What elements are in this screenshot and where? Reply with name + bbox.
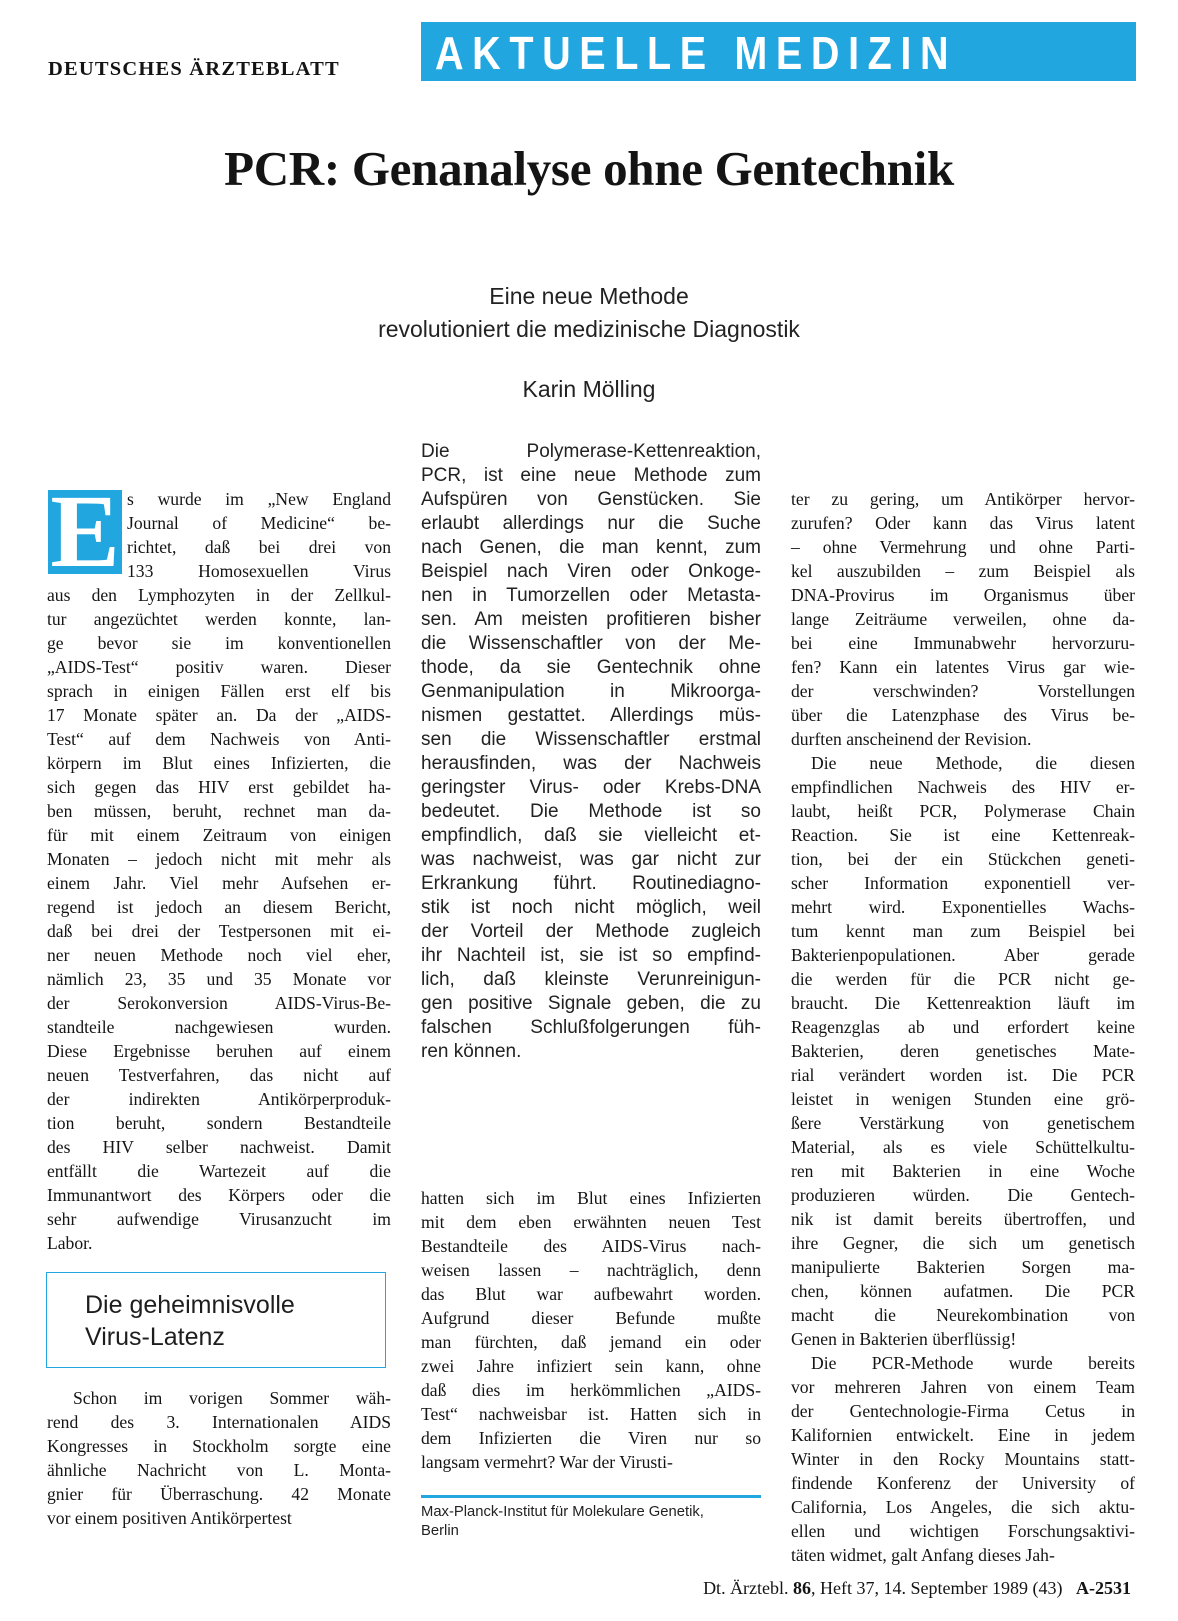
text-line: Bakterien, deren genetisches Mate- (791, 1041, 1135, 1061)
article-title: PCR: Genanalyse ohne Gentechnik (224, 141, 954, 196)
footer-page-number: A-2531 (1076, 1578, 1131, 1598)
text-line: ren mit Bakterien in eine Woche (791, 1161, 1135, 1181)
affiliation-line: Berlin (421, 1523, 459, 1539)
text-line: fen? Kann ein latentes Virus gar wie- (791, 657, 1135, 677)
text-line: sehr aufwendige Virusanzucht im (47, 1209, 391, 1229)
text-line: kel auszubilden – zum Beispiel als (791, 561, 1135, 581)
affiliation-line: Max-Planck-Institut für Molekulare Genetik, (421, 1504, 704, 1520)
text-line: ßere Verstärkung von genetischem (791, 1113, 1135, 1133)
text-line: DNA-Provirus im Organismus über (791, 585, 1135, 605)
text-line: Genmanipulation in Mikroorga- (421, 681, 761, 702)
text-line: 133 Homosexuellen Virus (127, 561, 391, 581)
text-line: Reaction. Sie ist eine Kettenreak- (791, 825, 1135, 845)
text-line: macht die Neurekombination von (791, 1305, 1135, 1325)
text-line: stik ist noch nicht möglich, weil (421, 897, 761, 918)
text-line: der Vorteil der Methode zugleich (421, 921, 761, 942)
text-line: Journal of Medicine“ be- (127, 513, 391, 533)
text-line: Test“ nachweisbar ist. Hatten sich in (421, 1404, 761, 1424)
text-line: geringster Virus- oder Krebs-DNA (421, 777, 761, 798)
text-line: nämlich 23, 35 und 35 Monate vor (47, 969, 391, 989)
text-line: ben müssen, beruht, rechnet man da- (47, 801, 391, 821)
text-line: bedeutet. Die Methode ist so (421, 801, 761, 822)
text-line: daß dies im herkömmlichen „AIDS- (421, 1380, 761, 1400)
text-line: ner neuen Methode noch viel eher, (47, 945, 391, 965)
text-line: Bakterienpopulationen. Aber gerade (791, 945, 1135, 965)
text-line: Monaten – jedoch nicht mit mehr als (47, 849, 391, 869)
section-label: AKTUELLE MEDIZIN (435, 27, 958, 79)
section-banner (421, 22, 1136, 81)
text-line: entfällt die Wartezeit auf die (47, 1161, 391, 1181)
text-line: der indirekten Antikörperproduk- (47, 1089, 391, 1109)
text-line: scher Information exponentiell ver- (791, 873, 1135, 893)
text-line: dem Infizierten die Viren nur so (421, 1428, 761, 1448)
text-line: Erkrankung führt. Routinediagno- (421, 873, 761, 894)
text-line: tion, bei der ein Stückchen geneti- (791, 849, 1135, 869)
text-line: einem Jahr. Viel mehr Aufsehen er- (47, 873, 391, 893)
text-line: für mit einem Zeitraum von einigen (47, 825, 391, 845)
text-line: Die neue Methode, die diesen (811, 753, 1135, 773)
text-line: ren können. (421, 1041, 522, 1062)
text-line: des HIV selber nachweist. Damit (47, 1137, 391, 1157)
subheading-line: Die geheimnisvolle (85, 1291, 295, 1319)
text-line: ihr Nachteil ist, sie ist so empfind- (421, 945, 761, 966)
text-line: Labor. (47, 1233, 93, 1253)
text-line: zurufen? Oder kann das Virus latent (791, 513, 1135, 533)
text-line: laubt, heißt PCR, Polymerase Chain (791, 801, 1135, 821)
text-line: tur angezüchtet werden konnte, lan- (47, 609, 391, 629)
text-line: körpern im Blut eines Infizierten, die (47, 753, 391, 773)
subheading-line: Virus-Latenz (85, 1323, 225, 1351)
text-line: was nachweist, was gar nicht zur (421, 849, 761, 870)
text-line: findende Konferenz der University of (791, 1473, 1135, 1493)
text-line: sich gegen das HIV erst gebildet ha- (47, 777, 391, 797)
text-line: ellen und wichtigen Forschungsaktivi- (791, 1521, 1135, 1541)
text-line: standteile nachgewiesen wurden. (47, 1017, 391, 1037)
text-line: Test“ auf dem Nachweis von Anti- (47, 729, 391, 749)
text-line: empfindlich, daß sie vielleicht et- (421, 825, 761, 846)
text-line: Aufgrund dieser Befunde mußte (421, 1308, 761, 1328)
text-line: mehrt wird. Exponentielles Wachs- (791, 897, 1135, 917)
text-line: California, Los Angeles, die sich aktu- (791, 1497, 1135, 1517)
text-line: erlaubt allerdings nur die Suche (421, 513, 761, 534)
text-line: daß bei drei der Testpersonen mit ei- (47, 921, 391, 941)
text-line: nach Genen, die man kennt, zum (421, 537, 761, 558)
text-line: PCR, ist eine neue Methode zum (421, 465, 761, 486)
text-line: mit dem eben erwähnten neuen Test (421, 1212, 761, 1232)
text-line: – ohne Vermehrung und ohne Parti- (791, 537, 1135, 557)
text-line: nen in Tumorzellen oder Metasta- (421, 585, 761, 606)
text-line: sen. Am meisten profitieren bisher (421, 609, 761, 630)
affiliation-rule (421, 1495, 761, 1498)
journal-name: DEUTSCHES ÄRZTEBLATT (48, 58, 340, 80)
text-line: produzieren würden. Die Gentech- (791, 1185, 1135, 1205)
page-footer (703, 1578, 1131, 1599)
text-line: die werden für die PCR nicht ge- (791, 969, 1135, 989)
text-line: Reagenzglas ab und erfordert keine (791, 1017, 1135, 1037)
author-name: Karin Mölling (522, 376, 656, 402)
text-line: empfindlichen Nachweis des HIV er- (791, 777, 1135, 797)
text-line: Kongresses in Stockholm sorgte eine (47, 1436, 391, 1456)
text-line: sen die Wissenschaftler erstmal (421, 729, 761, 750)
text-line: rend des 3. Internationalen AIDS (47, 1412, 391, 1432)
text-line: Beispiel nach Viren oder Onkoge- (421, 561, 761, 582)
text-line: sprach in einigen Fällen erst elf bis (47, 681, 391, 701)
text-line: braucht. Die Kettenreaktion läuft im (791, 993, 1135, 1013)
text-line: tion beruht, sondern Bestandteile (47, 1113, 391, 1133)
subtitle-line: Eine neue Methode (489, 283, 689, 309)
author-affiliation (421, 1503, 766, 1541)
text-line: leistet in wenigen Stunden eine grö- (791, 1089, 1135, 1109)
text-line: vor mehreren Jahren von einem Team (791, 1377, 1135, 1397)
text-line: langsam vermehrt? War der Virusti- (421, 1452, 673, 1472)
text-line: Die PCR-Methode wurde bereits (811, 1353, 1135, 1373)
text-line: vor einem positiven Antikörpertest (47, 1508, 292, 1528)
text-line: 17 Monate später an. Da der „AIDS- (47, 705, 391, 725)
text-line: gen positive Signale geben, die zu (421, 993, 761, 1014)
article-subtitle (0, 280, 1178, 346)
text-line: Material, als es viele Schüttelkultu- (791, 1137, 1135, 1157)
text-line: Winter in den Rocky Mountains statt- (791, 1449, 1135, 1469)
text-line: zwei Jahre infiziert sein kann, ohne (421, 1356, 761, 1376)
text-line: man fürchten, daß jemand ein oder (421, 1332, 761, 1352)
text-line: richtet, daß bei drei von (127, 537, 391, 557)
text-line: über die Latenzphase des Virus be- (791, 705, 1135, 725)
footer-volume: 86 (793, 1578, 812, 1598)
drop-cap: E (48, 490, 122, 574)
text-line: bei eine Immunabwehr hervorzuru- (791, 633, 1135, 653)
text-line: tum kennt man zum Beispiel bei (791, 921, 1135, 941)
text-line: durften anscheinend der Revision. (791, 729, 1032, 749)
footer-citation-prefix: Dt. Ärztebl. (703, 1578, 789, 1598)
text-line: täten widmet, galt Anfang dieses Jah- (791, 1545, 1055, 1565)
text-line: manipulierte Bakterien Sorgen ma- (791, 1257, 1135, 1277)
text-line: weisen lassen – nachträglich, denn (421, 1260, 761, 1280)
text-line: Bestandteile des AIDS-Virus nach- (421, 1236, 761, 1256)
text-line: herausfinden, was der Nachweis (421, 753, 761, 774)
text-line: ihre Gegner, die sich um genetisch (791, 1233, 1135, 1253)
text-line: gnier für Überraschung. 42 Monate (47, 1484, 391, 1504)
text-line: rial verändert worden ist. Die PCR (791, 1065, 1135, 1085)
text-line: ähnliche Nachricht von L. Monta- (47, 1460, 391, 1480)
text-line: hatten sich im Blut eines Infizierten (421, 1188, 761, 1208)
text-line: neuen Testverfahren, das nicht auf (47, 1065, 391, 1085)
footer-citation-rest: , Heft 37, 14. September 1989 (43) (811, 1578, 1063, 1598)
text-line: der verschwinden? Vorstellungen (791, 681, 1135, 701)
subtitle-line: revolutioniert die medizinische Diagnostik (378, 316, 800, 342)
text-line: die Wissenschaftler von der Me- (421, 633, 761, 654)
text-line: Die Polymerase-Kettenreaktion, (421, 441, 761, 462)
text-line: Schon im vorigen Sommer wäh- (73, 1388, 391, 1408)
text-line: Immunantwort des Körpers oder die (47, 1185, 391, 1205)
text-line: thode, da sie Gentechnik ohne (421, 657, 761, 678)
text-line: ter zu gering, um Antikörper hervor- (791, 489, 1135, 509)
text-line: Aufspüren von Genstücken. Sie (421, 489, 761, 510)
text-line: s wurde im „New England (127, 489, 391, 509)
text-line: Diese Ergebnisse beruhen auf einem (47, 1041, 391, 1061)
text-line: Genen in Bakterien überflüssig! (791, 1329, 1017, 1349)
text-line: chen, können aufatmen. Die PCR (791, 1281, 1135, 1301)
text-line: lange Zeiträume verweilen, ohne da- (791, 609, 1135, 629)
text-line: Kalifornien entwickelt. Eine in jedem (791, 1425, 1135, 1445)
text-line: der Gentechnologie-Firma Cetus in (791, 1401, 1135, 1421)
text-line: falschen Schlußfolgerungen füh- (421, 1017, 761, 1038)
text-line: nismen gestattet. Allerdings müs- (421, 705, 761, 726)
text-line: nik ist damit bereits übertroffen, und (791, 1209, 1135, 1229)
text-line: der Serokonversion AIDS-Virus-Be- (47, 993, 391, 1013)
text-line: das Blut war aufbewahrt worden. (421, 1284, 761, 1304)
text-line: regend ist jedoch an diesem Bericht, (47, 897, 391, 917)
text-line: ge bevor sie im konventionellen (47, 633, 391, 653)
text-line: „AIDS-Test“ positiv waren. Dieser (47, 657, 391, 677)
subheading-box (46, 1272, 386, 1368)
text-line: lich, daß kleinste Verunreinigun- (421, 969, 761, 990)
text-line: aus den Lymphozyten in der Zellkul- (47, 585, 391, 605)
